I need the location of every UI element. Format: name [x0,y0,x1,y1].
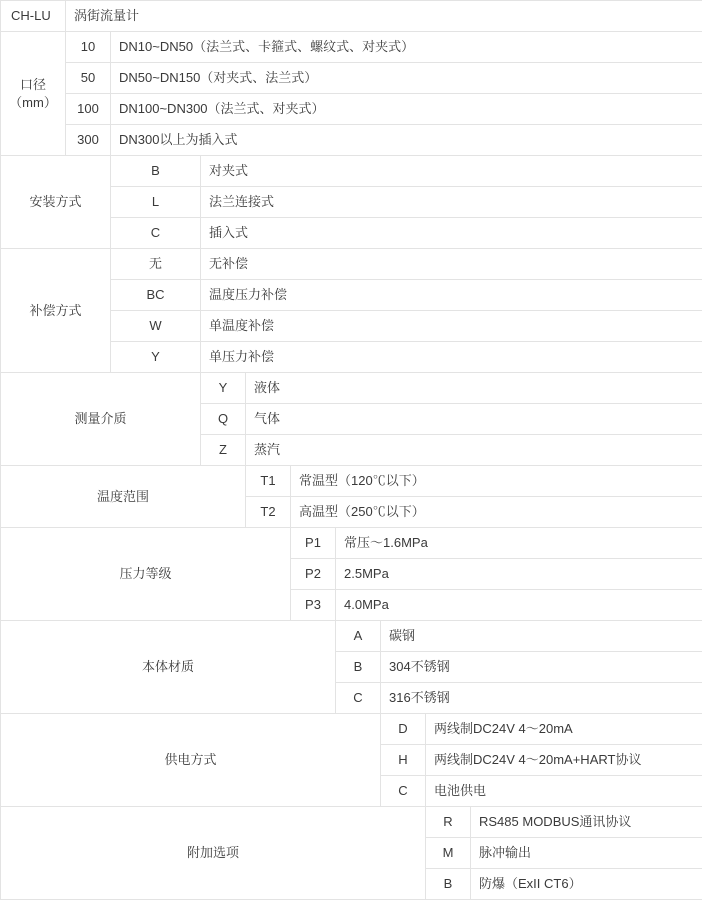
option-code: Y [111,342,201,373]
table-row [1,466,702,497]
option-desc: 两线制DC24V 4～20mA+HART协议 [426,745,702,776]
option-desc: DN50~DN150（对夹式、法兰式） [111,63,702,94]
option-code: D [381,714,426,745]
option-desc: 蒸汽 [246,435,702,466]
table-row [1,32,702,63]
table-row [1,621,702,652]
option-desc: 4.0MPa [336,590,702,621]
option-desc: 防爆（ExII CT6） [471,869,702,900]
option-desc: 插入式 [201,218,702,249]
product-name-cell: 涡街流量计 [66,1,702,32]
option-desc: 气体 [246,404,702,435]
option-code: Y [201,373,246,404]
option-desc: 无补偿 [201,249,702,280]
table-row [1,249,702,280]
option-desc: DN300以上为插入式 [111,125,702,156]
option-code: B [111,156,201,187]
option-desc: 2.5MPa [336,559,702,590]
option-code: 10 [66,32,111,63]
option-desc: 液体 [246,373,702,404]
option-desc: 法兰连接式 [201,187,702,218]
option-desc: 温度压力补偿 [201,280,702,311]
section-label-compensation: 补偿方式 [1,249,111,373]
option-code: P2 [291,559,336,590]
section-label-medium: 测量介质 [1,373,201,466]
option-code: H [381,745,426,776]
option-desc: 脉冲输出 [471,838,702,869]
option-desc: DN100~DN300（法兰式、对夹式） [111,94,702,125]
option-code: A [336,621,381,652]
section-label-options: 附加选项 [1,807,426,900]
option-code: C [111,218,201,249]
option-code: T1 [246,466,291,497]
option-code: M [426,838,471,869]
section-label-power: 供电方式 [1,714,381,807]
table-row [1,94,702,125]
option-code: C [381,776,426,807]
table-row [1,125,702,156]
option-desc: 304不锈钢 [381,652,702,683]
section-label-pressure: 压力等级 [1,528,291,621]
option-desc: 316不锈钢 [381,683,702,714]
option-code: R [426,807,471,838]
option-code: Z [201,435,246,466]
option-desc: 两线制DC24V 4～20mA [426,714,702,745]
table-row [1,807,702,838]
option-desc: DN10~DN50（法兰式、卡箍式、螺纹式、对夹式） [111,32,702,63]
option-code: W [111,311,201,342]
option-code: 300 [66,125,111,156]
option-code: L [111,187,201,218]
table-row [1,714,702,745]
section-label-installation: 安装方式 [1,156,111,249]
option-code: 100 [66,94,111,125]
option-desc: RS485 MODBUS通讯协议 [471,807,702,838]
table-row [1,528,702,559]
section-label-temperature: 温度范围 [1,466,246,528]
option-desc: 常温型（120℃以下） [291,466,702,497]
option-code: BC [111,280,201,311]
option-code: B [426,869,471,900]
table-row-title [1,1,702,32]
option-desc: 电池供电 [426,776,702,807]
table-row [1,156,702,187]
section-label-caliber: 口径 （mm） [1,32,66,156]
table-row [1,63,702,94]
option-code: B [336,652,381,683]
option-code: Q [201,404,246,435]
option-code: 50 [66,63,111,94]
option-code: P1 [291,528,336,559]
option-desc: 单温度补偿 [201,311,702,342]
section-label-material: 本体材质 [1,621,336,714]
model-code-cell: CH-LU [1,1,66,32]
option-desc: 单压力补偿 [201,342,702,373]
option-desc: 对夹式 [201,156,702,187]
option-code: P3 [291,590,336,621]
table-row [1,373,702,404]
option-desc: 常压～1.6MPa [336,528,702,559]
option-code: T2 [246,497,291,528]
option-desc: 高温型（250℃以下） [291,497,702,528]
option-code: C [336,683,381,714]
option-desc: 碳钢 [381,621,702,652]
option-code: 无 [111,249,201,280]
